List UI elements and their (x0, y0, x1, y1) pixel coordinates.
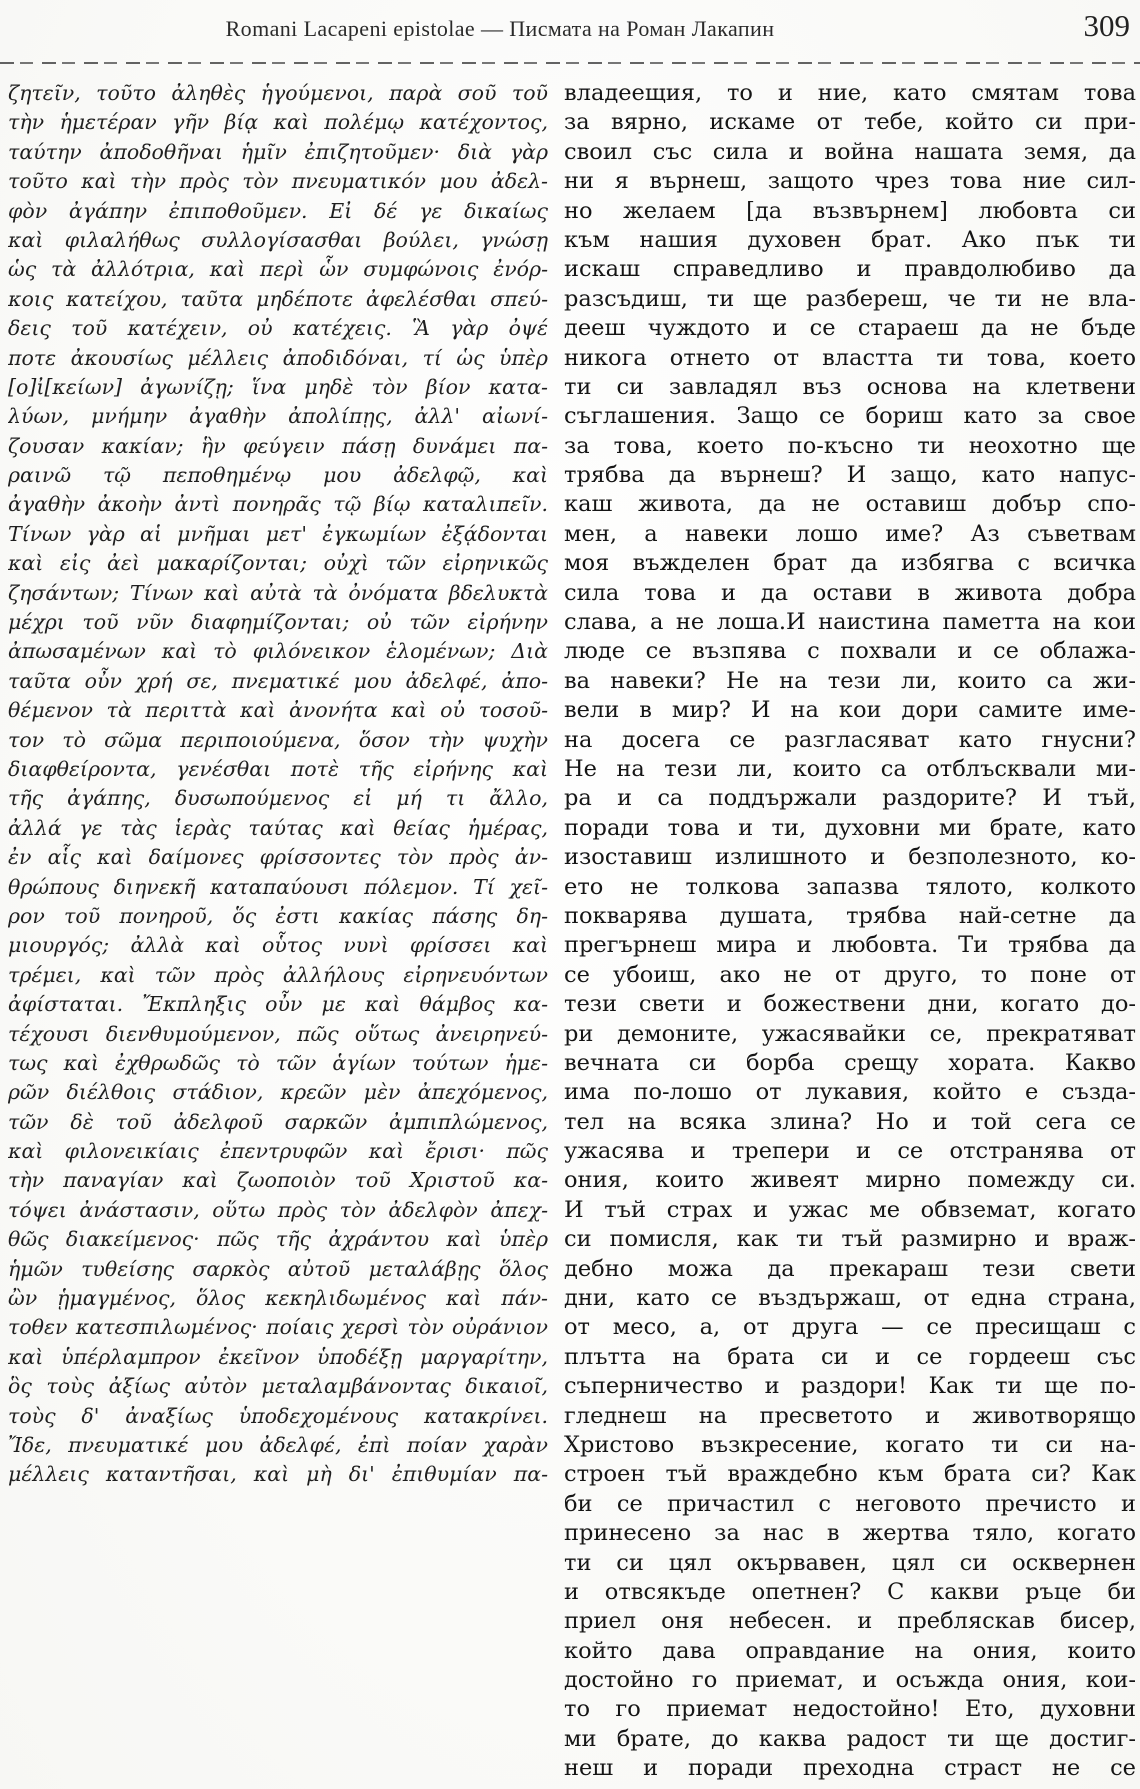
text-line: ти си цял окървавен, цял си осквернен (564, 1549, 1136, 1576)
text-line: τῆς ἀγάπης, δυσωπούμενος εἰ μή τι ἄλλο, (8, 786, 548, 811)
text-line: съглашения. Защо се бориш като за свое (564, 403, 1136, 430)
text-line: тези свети и божествени дни, когато до- (564, 991, 1136, 1018)
text-line: ἀλλά γε τὰς ἱερὰς ταύτας καὶ θείας ἡμέρας, (8, 815, 548, 840)
text-line: διαφθείροντα, γενέσθαι ποτὲ τῆς εἰρήνης καὶ (8, 756, 548, 781)
text-line: ὃς τοὺς ἀξίως αὐτὸν μεταλαμβάνοντας δικαιοῖ, (8, 1374, 548, 1399)
text-line: ἀγαθὴν ἀκοὴν ἀντὶ πονηρᾶς τῷ βίῳ καταλιπεῖν. (8, 492, 548, 517)
text-line: никога отнето от властта ти това, което (564, 344, 1136, 371)
text-line: изоставиш излишното и безполезното, ко- (564, 844, 1136, 871)
text-line: за това, което по-късно ти неохотно ще (564, 432, 1136, 459)
text-line: ἀπωσαμένων καὶ τὸ φιλόνεικον ἑλομένων; Διὰ (8, 639, 548, 664)
text-line: И тъй страх и ужас ме обвземат, когато (564, 1196, 1136, 1223)
text-line: ταύτην ἀποδοθῆναι ἡμῖν ἐπιζητοῦμεν· διὰ γὰρ (8, 139, 548, 164)
text-line: би се причастил с неговото пречисто и (564, 1490, 1136, 1517)
text-line: καὶ εἰς ἀεὶ μακαρίζονται; οὐχὶ τῶν εἰρηνικῶς (8, 551, 548, 576)
text-line: слава, а не лоша.И наистина паметта на кои (564, 609, 1136, 636)
text-line: неш и поради преходна страст не се (564, 1755, 1136, 1782)
text-line: λύων, μνήμην ἀγαθὴν ἀπολίπῃς, ἀλλ' αἰωνί- (8, 404, 548, 429)
text-line: Ἴδε, πνευματικέ μου ἀδελφέ, ἐπὶ ποίαν χαρὰν (8, 1432, 548, 1457)
text-line: τως καὶ ἐχθρωδῶς τὸ τῶν ἁγίων τούτων ἡμε- (8, 1050, 548, 1075)
text-line: дееш чуждото и се стараеш да не бъде (564, 315, 1136, 342)
text-line: τέχουσι διενθυμούμενον, πῶς οὕτως ἀνειρηνεύ- (8, 1021, 548, 1046)
text-line: ἀφίσταται. Ἔκπληξις οὖν με καὶ θάμβος κα- (8, 992, 548, 1017)
text-line: поради това и ти, духовни ми брате, като (564, 814, 1136, 841)
text-line: ето не толкова запазва тялото, колкото (564, 873, 1136, 900)
text-line: δεις τοῦ κατέχειν, οὐ κατέχεις. Ἃ γὰρ ὀψέ (8, 316, 548, 341)
text-line: καὶ φιλαλήθως συλλογίσασθαι βούλει, γνώσῃ (8, 227, 548, 252)
text-line: Христово възкресение, когато ти си на- (564, 1431, 1136, 1458)
text-line: ва навеки? Не на тези ли, които са жи- (564, 667, 1136, 694)
text-line: ζησάντων; Τίνων καὶ αὐτὰ τὰ ὀνόματα βδελυκτὰ (8, 580, 548, 605)
text-line: строен тъй враждебно към брата си? Как (564, 1461, 1136, 1488)
text-line: ραινῶ τῷ πεποθημένῳ μου ἀδελφῷ, καὶ (8, 463, 548, 488)
text-line: от месо, а, от друга — се пресищаш с (564, 1314, 1136, 1341)
text-line: θέμενον τὰ περιττὰ καὶ ἀνονήτα καὶ οὐ τοσοῦ- (8, 698, 548, 723)
text-line: принесено за нас в жертва тяло, когато (564, 1520, 1136, 1547)
running-title: Romani Lacapeni epistolae — Писмата на Роман Лакапин (225, 16, 775, 41)
text-line: дебно можа да прекараш тези свети (564, 1255, 1136, 1282)
text-line: достойно го приемат, и осъжда ония, кои- (564, 1667, 1136, 1694)
text-line: има по-лошо от лукавия, който е създа- (564, 1079, 1136, 1106)
text-line: каш живота, да не оставиш добър спо- (564, 491, 1136, 518)
bulgarian-text-column (564, 79, 1136, 1784)
text-line: τὴν ἡμετέραν γῆν βίᾳ καὶ πολέμῳ κατέχοντος, (8, 110, 548, 135)
text-line: ζητεῖν, τοῦτο ἀληθὲς ἡγούμενοι, παρὰ σοῦ τοῦ (8, 81, 548, 105)
text-line: прегърнеш мира и любовта. Ти трябва да (564, 932, 1136, 959)
text-line: Не на тези ли, които са отблъсквали ми- (564, 755, 1136, 782)
text-line: който дава оправдание на ония, които (564, 1637, 1136, 1664)
text-line: ония, които живеят мирно помежду си. (564, 1167, 1136, 1194)
text-line: тел на всяка злина? Но и той сега се (564, 1108, 1136, 1135)
text-line: ри демоните, ужасявайки се, прекратяват (564, 1020, 1136, 1047)
text-line: то го приемат недостойно! Ето, духовни (564, 1696, 1136, 1723)
text-line: φὸν ἀγάπην ἐπιποθοῦμεν. Εἰ δέ γε δικαίως (8, 198, 548, 223)
text-line: ужасява и трепери и се отстранява от (564, 1138, 1136, 1165)
text-line: κοις κατείχου, ταῦτα μηδέποτε ἀφελέσθαι σπεύ- (8, 286, 548, 311)
text-line: покварява душата, трябва най-сетне да (564, 902, 1136, 929)
text-line: ρον τοῦ πονηροῦ, ὅς ἐστι κακίας πάσης δη- (8, 903, 548, 928)
text-line: разсъдиш, ти ще разбереш, че ти не вла- (564, 285, 1136, 312)
text-line: τοῦτο καὶ τὴν πρὸς τὸν πνευματικόν μου ἀδελ- (8, 169, 548, 194)
text-line: ни я върнеш, защото чрез това ние сил- (564, 168, 1136, 195)
header-rule (0, 62, 1140, 64)
text-line: τόψει ἀνάστασιν, οὕτω πρὸς τὸν ἀδελφὸν ἀπεχ- (8, 1197, 548, 1222)
text-line: ἡμῶν τυθείσης σαρκὸς αὐτοῦ μεταλάβῃς ὅλος (8, 1256, 548, 1281)
text-line: ра и са поддържали раздорите? И тъй, (564, 785, 1136, 812)
text-line: ἐν αἷς καὶ δαίμονες φρίσσοντες τὸν πρὸς ἀν- (8, 845, 548, 870)
text-line: θρώπους διηνεκῆ καταπαύουσι πόλεμον. Τί χεῖ- (8, 874, 548, 899)
text-line: τον τὸ σῶμα περιποιούμενα, ὅσον τὴν ψυχὴν (8, 727, 548, 752)
text-line: съперничество и раздори! Как ти ще по- (564, 1373, 1136, 1400)
text-line: τὴν παναγίαν καὶ ζωοποιὸν τοῦ Χριστοῦ κα- (8, 1168, 548, 1193)
text-line: τοθεν κατεσπιλωμένος· ποίαις χερσὶ τὸν οὐράνιον (8, 1315, 548, 1340)
text-line: τοὺς δ' ἀναξίως ὑποδεχομένους κατακρίνει. (8, 1403, 548, 1428)
text-line: на досега се разгласяват като гнусни? (564, 726, 1136, 753)
text-line: си помисля, как ти тъй размирно и враж- (564, 1226, 1136, 1253)
text-line: καὶ ὑπέρλαμπρον ἐκεῖνον ὑποδέξῃ μαργαρίτην, (8, 1344, 548, 1369)
text-line: дни, като се въздържаш, от една страна, (564, 1285, 1136, 1312)
text-line: своил със сила и война нашата земя, да (564, 138, 1136, 165)
text-line: плътта на брата си и се гордееш със (564, 1343, 1136, 1370)
text-line: се убоиш, ако не от друго, то поне от (564, 961, 1136, 988)
text-line: μιουργός; ἀλλὰ καὶ οὗτος νυνὶ φρίσσει καὶ (8, 933, 548, 958)
text-line: Τίνων γὰρ αἱ μνῆμαι μετ' ἐγκωμίων ἐξᾴδονται (8, 521, 548, 546)
text-line: μέλλεις καταντῆσαι, καὶ μὴ δι' ἐπιθυμίαν πα- (8, 1462, 548, 1487)
text-line: приел оня небесен. и пребляскав бисер, (564, 1608, 1136, 1635)
page-number: 309 (1083, 8, 1130, 43)
text-line: ρῶν διέλθοις στάδιον, κρεῶν μὲν ἀπεχόμενος, (8, 1080, 548, 1105)
text-line: ζουσαν κακίαν; ἣν φεύγειν πάσῃ δυνάμει πα- (8, 433, 548, 458)
text-line: люде се възпява с похвали и се облажа- (564, 638, 1136, 665)
text-line: τρέμει, καὶ τῶν πρὸς ἀλλήλους εἰρηνευόντων (8, 962, 548, 987)
text-line: τῶν δὲ τοῦ ἀδελφοῦ σαρκῶν ἀμπιπλώμενος, (8, 1109, 548, 1134)
text-line: гледнеш на пресветото и животворящо (564, 1402, 1136, 1429)
text-line: искаш справедливо и правдолюбиво да (564, 256, 1136, 283)
text-line: мен, а навеки лошо име? Аз съветвам (564, 520, 1136, 547)
text-line: и отвсякъде опетнен? С какви ръце би (564, 1578, 1136, 1605)
text-line: за вярно, искаме от тебе, който си при- (564, 109, 1136, 136)
text-line: καὶ φιλονεικίαις ἐπεντρυφῶν καὶ ἔρισι· πῶς (8, 1139, 548, 1164)
text-line: ὡς τὰ ἀλλότρια, καὶ περὶ ὧν συμφώνοις ἐνόρ- (8, 257, 548, 282)
text-line: владеещия, то и ние, като смятам това (564, 80, 1136, 106)
text-line: ми брате, до каква радост ти ще достиг- (564, 1725, 1136, 1752)
text-line: ποτε ἀκουσίως μέλλεις ἀποδιδόναι, τί ὡς ὑπὲρ (8, 345, 548, 370)
text-line: сила това и да остави в живота добра (564, 579, 1136, 606)
text-line: μέχρι τοῦ νῦν διαφημίζονται; οὐ τῶν εἰρήνην (8, 610, 548, 635)
greek-text-column (8, 79, 548, 1490)
text-line: ти си завладял въз основа на клетвени (564, 373, 1136, 400)
text-line: ὢν ᾑμαγμένος, ὅλος κεκηλιδωμένος καὶ πάν- (8, 1286, 548, 1311)
text-line: към нашия духовен брат. Ако пък ти (564, 226, 1136, 253)
text-line: вели в мир? И на кои дори самите име- (564, 697, 1136, 724)
text-line: [ο]ἰ[κείων] ἀγωνίζῃ; ἵνα μηδὲ τὸν βίον κατα- (8, 374, 548, 399)
text-line: θῶς διακείμενος· πῶς τῆς ἀχράντου καὶ ὑπὲρ (8, 1227, 548, 1252)
text-line: трябва да върнеш? И защо, като напус- (564, 462, 1136, 489)
text-line: моя въжделен брат да избягва с всичка (564, 550, 1136, 577)
text-line: ταῦτα οὖν χρή σε, πνεματικέ μου ἀδελφέ, ἀπο- (8, 668, 548, 693)
text-line: вечната си борба срещу хората. Какво (564, 1049, 1136, 1076)
text-line: но желаем [да възвърнем] любовта си (564, 197, 1136, 224)
